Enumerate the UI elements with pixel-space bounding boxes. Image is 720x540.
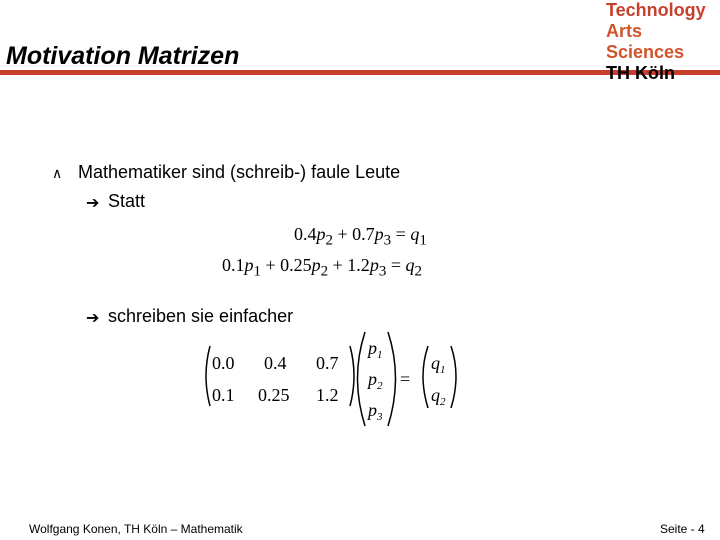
footer-page-number: Seite - 4 (660, 522, 705, 536)
matrix-equation (200, 328, 470, 430)
footer-author: Wolfgang Konen, TH Köln – Mathematik (29, 522, 243, 536)
logo-line-th-koeln: TH Köln (606, 63, 675, 83)
bullet-main-text: Mathematiker sind (schreib-) faule Leute (78, 162, 401, 182)
sigma-bullet-icon: ∧ (52, 165, 63, 181)
matrix-cell: 0.7 (316, 353, 339, 373)
arrow-right-bullet-icon: ➔ (86, 195, 100, 212)
vector-q-2: $q_2$ (431, 385, 446, 408)
arrow-right-bullet-icon: ➔ (86, 310, 100, 327)
sub-bullet-statt: Statt (108, 191, 146, 211)
vector-p-1: $p_1$ (368, 338, 383, 361)
university-logo (606, 0, 720, 84)
matrix-cell: 0.25 (258, 385, 290, 405)
vector-p-2: $p_2$ (368, 369, 383, 392)
vector-q-1: $q_1$ (431, 353, 446, 376)
logo-line-technology: Technology (606, 0, 706, 20)
equals-sign: = (400, 369, 411, 389)
matrix-cell: 0.0 (212, 353, 235, 373)
logo-line-arts-sciences: Arts Sciences (606, 21, 685, 62)
equation-line-1: $0.4p_2 + 0.7p_3 = q_1$ (294, 224, 427, 249)
equation-line-2: $0.1p_1 + 0.25p_2 + 1.2p_3 = q_2$ (222, 255, 422, 280)
sub-bullet-schreiben: schreiben sie einfacher (108, 306, 294, 326)
matrix-cell: 1.2 (316, 385, 339, 405)
vector-p-3: $p_3$ (368, 400, 383, 423)
page-title: Motivation Matrizen (6, 42, 240, 70)
matrix-cell: 0.4 (264, 353, 287, 373)
matrix-cell: 0.1 (212, 385, 235, 405)
